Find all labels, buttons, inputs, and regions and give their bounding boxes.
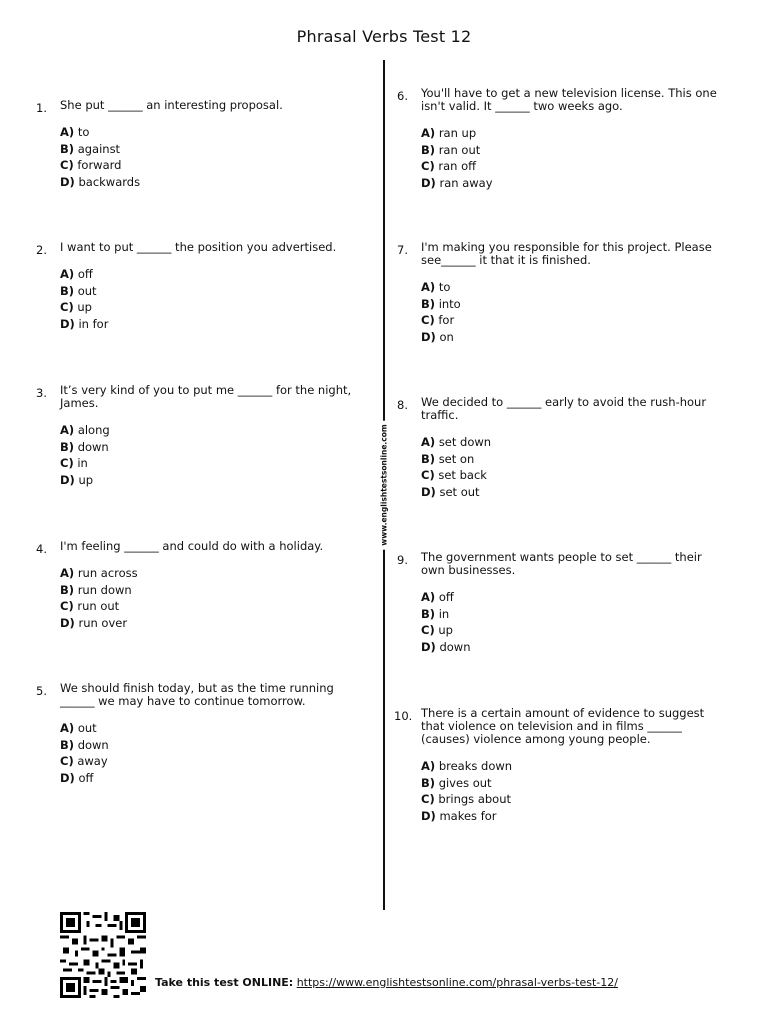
question-7 bbox=[397, 240, 726, 345]
option-c[interactable]: C) up bbox=[421, 623, 453, 637]
option-d[interactable]: D) makes for bbox=[421, 808, 497, 823]
option-c[interactable]: C) set back bbox=[421, 468, 487, 482]
option-d[interactable]: D) up bbox=[60, 472, 94, 487]
question-stem: You'll have to get a new television license. This one isn't valid. It ______ two weeks ago. bbox=[421, 86, 717, 113]
option-b[interactable]: B) run down bbox=[60, 582, 132, 597]
question-number: 7. bbox=[397, 243, 408, 257]
option-c[interactable]: C) run out bbox=[60, 599, 120, 613]
option-c[interactable]: C) away bbox=[60, 754, 108, 768]
option-c[interactable]: C) forward bbox=[60, 158, 122, 172]
question-stem: She put ______ an interesting proposal. bbox=[60, 98, 283, 112]
question-number: 2. bbox=[36, 243, 47, 257]
option-a[interactable]: A) off bbox=[60, 267, 93, 281]
question-stem: I'm feeling ______ and could do with a holiday. bbox=[60, 539, 324, 553]
option-c[interactable]: C) ran off bbox=[421, 159, 477, 173]
option-c[interactable]: C) for bbox=[421, 313, 455, 327]
footer-label: Take this test ONLINE: bbox=[155, 976, 294, 989]
option-d[interactable]: D) down bbox=[421, 639, 471, 654]
question-9 bbox=[397, 550, 726, 655]
question-number: 6. bbox=[397, 89, 408, 103]
option-a[interactable]: A) to bbox=[421, 280, 451, 294]
question-number: 4. bbox=[36, 542, 47, 556]
option-d[interactable]: D) run over bbox=[60, 615, 128, 630]
option-c[interactable]: C) brings about bbox=[421, 792, 511, 806]
question-5 bbox=[36, 681, 365, 786]
question-number: 8. bbox=[397, 398, 408, 412]
option-a[interactable]: A) ran up bbox=[421, 126, 477, 140]
option-d[interactable]: D) backwards bbox=[60, 174, 141, 189]
question-stem: It’s very kind of you to put me ______ for the night, James. bbox=[60, 383, 352, 410]
option-a[interactable]: A) off bbox=[421, 590, 454, 604]
option-b[interactable]: B) gives out bbox=[421, 775, 492, 790]
option-a[interactable]: A) out bbox=[60, 721, 97, 735]
option-b[interactable]: B) into bbox=[421, 296, 461, 311]
option-b[interactable]: B) ran out bbox=[421, 142, 481, 157]
option-b[interactable]: B) against bbox=[60, 141, 121, 156]
question-4 bbox=[36, 539, 365, 631]
option-a[interactable]: A) run across bbox=[60, 566, 138, 580]
question-2 bbox=[36, 240, 365, 332]
option-b[interactable]: B) in bbox=[421, 606, 450, 621]
question-8 bbox=[397, 395, 726, 500]
test-online-link[interactable]: https://www.englishtestsonline.com/phrasal-verbs-test-12/ bbox=[296, 976, 618, 989]
question-number: 3. bbox=[36, 386, 47, 400]
question-stem: There is a certain amount of evidence to suggest that violence on television and in films ______ (causes) violence among young people. bbox=[421, 706, 705, 746]
qr-code-icon[interactable] bbox=[58, 912, 148, 998]
option-a[interactable]: A) breaks down bbox=[421, 759, 513, 773]
option-c[interactable]: C) up bbox=[60, 300, 92, 314]
question-stem: We decided to ______ early to avoid the rush-hour traffic. bbox=[421, 395, 707, 422]
option-b[interactable]: B) down bbox=[60, 439, 109, 454]
option-a[interactable]: A) to bbox=[60, 125, 90, 139]
option-b[interactable]: B) out bbox=[60, 283, 97, 298]
option-d[interactable]: D) on bbox=[421, 329, 454, 344]
question-stem: I want to put ______ the position you advertised. bbox=[60, 240, 337, 254]
watermark: www.englishtestsonline.com bbox=[380, 420, 389, 549]
question-number: 9. bbox=[397, 553, 408, 567]
question-10 bbox=[394, 706, 726, 824]
option-b[interactable]: B) set on bbox=[421, 451, 475, 466]
option-d[interactable]: D) in for bbox=[60, 316, 109, 331]
question-3 bbox=[36, 383, 365, 488]
option-d[interactable]: D) ran away bbox=[421, 175, 493, 190]
option-d[interactable]: D) off bbox=[60, 770, 94, 785]
question-number: 10. bbox=[394, 709, 413, 723]
question-stem: I'm making you responsible for this project. Please see______ it that it is finished. bbox=[421, 240, 712, 267]
question-stem: We should finish today, but as the time running ______ we may have to continue tomorrow. bbox=[60, 681, 334, 708]
option-a[interactable]: A) along bbox=[60, 423, 110, 437]
question-stem: The government wants people to set ______ their own businesses. bbox=[421, 550, 702, 577]
question-1 bbox=[36, 98, 365, 190]
question-number: 5. bbox=[36, 684, 47, 698]
question-number: 1. bbox=[36, 101, 47, 115]
option-a[interactable]: A) set down bbox=[421, 435, 492, 449]
question-6 bbox=[397, 86, 726, 191]
page-title: Phrasal Verbs Test 12 bbox=[296, 27, 472, 46]
option-b[interactable]: B) down bbox=[60, 737, 109, 752]
option-d[interactable]: D) set out bbox=[421, 484, 480, 499]
footer bbox=[155, 976, 618, 989]
option-c[interactable]: C) in bbox=[60, 456, 88, 470]
